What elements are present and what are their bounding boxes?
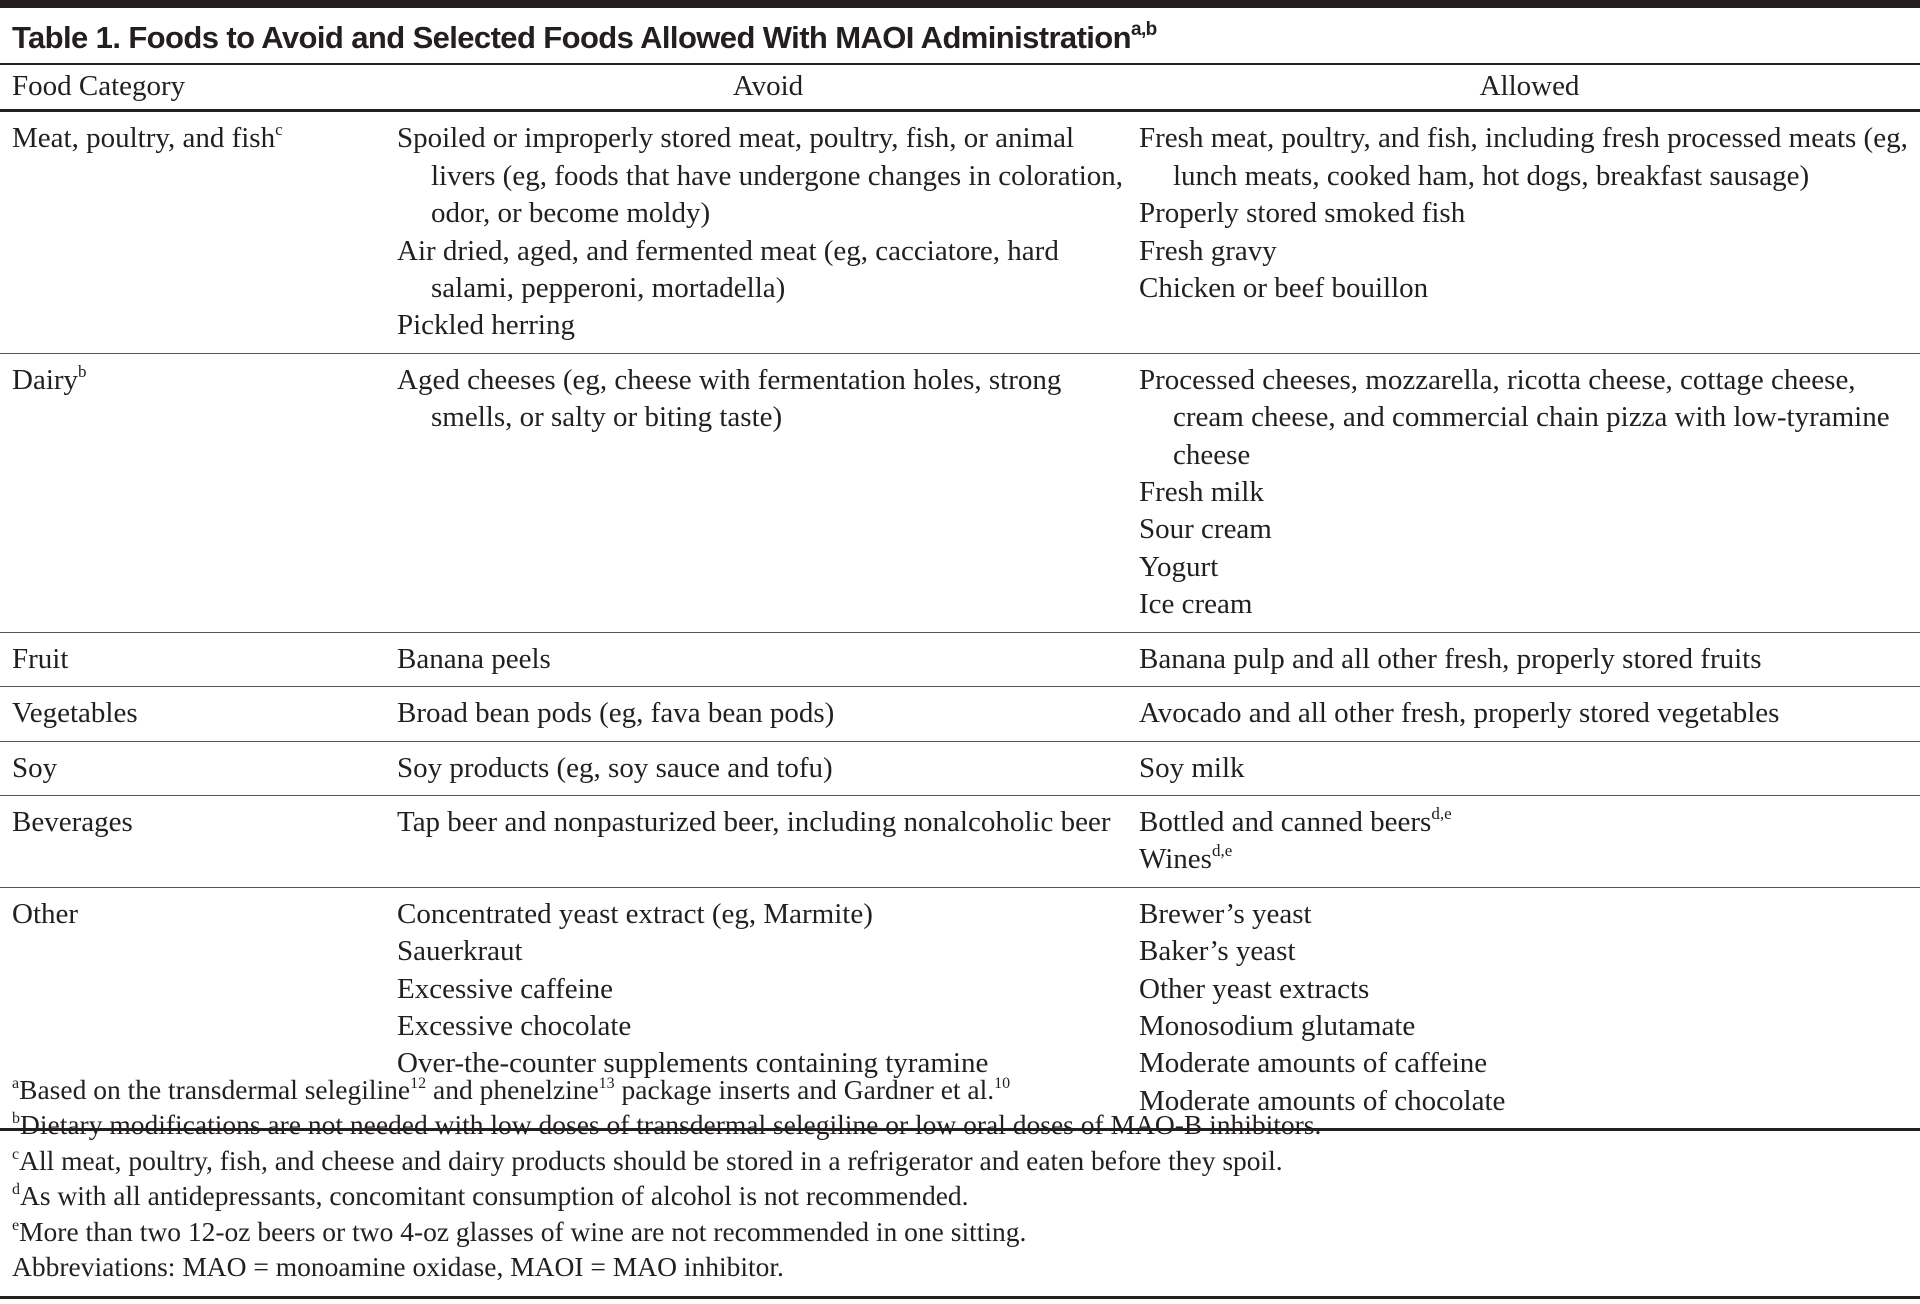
allowed-item-text: Other yeast extracts <box>1139 972 1370 1005</box>
food-category-cell <box>0 353 397 632</box>
allowed-item-text: Properly stored smoked fish <box>1139 197 1466 230</box>
allowed-cell <box>1139 632 1920 686</box>
allowed-item-text: Moderate amounts of chocolate <box>1139 1084 1506 1117</box>
avoid-item <box>397 804 1139 841</box>
avoid-cell <box>397 687 1139 741</box>
allowed-item <box>1139 233 1920 270</box>
title-footnote-marker: a,b <box>1130 19 1157 40</box>
avoid-cell <box>397 795 1139 887</box>
allowed-item-text: Monosodium glutamate <box>1139 1009 1416 1042</box>
allowed-item-text: Yogurt <box>1139 550 1219 583</box>
avoid-item <box>397 695 1139 732</box>
footnote-marker: 12 <box>410 1075 427 1092</box>
food-category-cell <box>0 795 397 887</box>
avoid-item-text: Sauerkraut <box>397 935 523 968</box>
header-food-category: Food Category <box>0 66 397 111</box>
footnote <box>12 1072 1321 1107</box>
avoid-cell <box>397 353 1139 632</box>
footnote-text: Dietary modifications are not needed with low doses of transdermal selegiline or low oral doses of MAO-B inhibitors. <box>20 1109 1322 1141</box>
avoid-item <box>397 233 1139 308</box>
allowed-item <box>1139 695 1920 732</box>
footnote-marker: a <box>12 1075 20 1092</box>
food-category-cell <box>0 632 397 686</box>
allowed-item-text: Sour cream <box>1139 513 1272 546</box>
food-category-cell <box>0 687 397 741</box>
allowed-item-text: Fresh milk <box>1139 476 1264 509</box>
allowed-item <box>1139 474 1920 511</box>
allowed-item <box>1139 195 1920 232</box>
footnote-marker: 10 <box>994 1075 1011 1092</box>
allowed-item-text: Fresh meat, poultry, and fish, including fresh processed meats (eg, lunch meats, cooked ham, hot dogs, breakfast sausage) <box>1139 122 1908 192</box>
allowed-item <box>1139 971 1920 1008</box>
top-rule <box>0 0 1920 8</box>
food-category: Meat, poultry, and fish <box>12 122 276 155</box>
avoid-cell <box>397 741 1139 795</box>
allowed-item <box>1139 270 1920 307</box>
allowed-cell <box>1139 111 1920 353</box>
footnote-text: and phenelzine <box>426 1074 599 1105</box>
avoid-item-text: Excessive chocolate <box>397 1009 632 1042</box>
avoid-item-text: Pickled herring <box>397 309 575 342</box>
food-category: Beverages <box>12 805 133 838</box>
foods-table <box>0 66 1920 1131</box>
food-category: Dairy <box>12 363 79 396</box>
allowed-item <box>1139 1008 1920 1045</box>
allowed-item <box>1139 933 1920 970</box>
allowed-item-text: Ice cream <box>1139 588 1253 621</box>
food-category-cell <box>0 111 397 353</box>
food-category-cell <box>0 741 397 795</box>
avoid-item <box>397 971 1139 1008</box>
avoid-item-text: Aged cheeses (eg, cheese with fermentation holes, strong smells, or salty or biting taste) <box>397 363 1062 434</box>
allowed-item-text: Bottled and canned beers <box>1139 805 1432 838</box>
footnote <box>12 1249 1321 1284</box>
footnote <box>12 1107 1321 1142</box>
footnote-marker: d,e <box>1431 803 1452 823</box>
footnote-marker: b <box>78 361 87 381</box>
avoid-cell <box>397 111 1139 353</box>
footnote <box>12 1143 1321 1178</box>
allowed-item-text: Avocado and all other fresh, properly stored vegetables <box>1139 697 1780 730</box>
allowed-cell <box>1139 741 1920 795</box>
footnote-text: As with all antidepressants, concomitant consumption of alcohol is not recommended. <box>20 1180 969 1212</box>
allowed-item-text: Brewer’s yeast <box>1139 897 1312 930</box>
food-category: Other <box>12 897 79 930</box>
allowed-cell <box>1139 353 1920 632</box>
table-title <box>12 20 1157 56</box>
table-row <box>0 687 1920 741</box>
footnote-marker: c <box>12 1145 20 1163</box>
avoid-item-text: Soy products (eg, soy sauce and tofu) <box>397 751 833 784</box>
avoid-item <box>397 896 1139 933</box>
footnote <box>12 1178 1321 1213</box>
allowed-item <box>1139 804 1920 841</box>
food-category: Vegetables <box>12 697 138 730</box>
header-avoid: Avoid <box>397 66 1139 111</box>
avoid-item-text: Tap beer and nonpasturized beer, including nonalcoholic beer <box>397 805 1111 838</box>
header-row <box>0 66 1920 111</box>
avoid-item <box>397 307 1139 344</box>
allowed-item <box>1139 120 1920 195</box>
footnotes <box>12 1072 1321 1284</box>
allowed-cell <box>1139 795 1920 887</box>
footnote-marker: b <box>12 1110 20 1128</box>
allowed-item-text: Wines <box>1139 843 1212 876</box>
avoid-cell <box>397 632 1139 686</box>
allowed-item-text: Chicken or beef bouillon <box>1139 272 1429 305</box>
footnote-marker: c <box>275 120 283 140</box>
allowed-item-text: Moderate amounts of caffeine <box>1139 1047 1488 1080</box>
food-category: Fruit <box>12 642 69 675</box>
allowed-item <box>1139 586 1920 623</box>
footnote-marker: d <box>12 1181 20 1199</box>
header-allowed: Allowed <box>1139 66 1920 111</box>
avoid-item-text: Over-the-counter supplements containing tyramine <box>397 1047 989 1080</box>
allowed-item <box>1139 896 1920 933</box>
footnote <box>12 1214 1321 1249</box>
footnote-marker: 13 <box>598 1075 615 1092</box>
avoid-item-text: Excessive caffeine <box>397 972 614 1005</box>
food-category: Soy <box>12 751 58 784</box>
table-row <box>0 632 1920 686</box>
table-row <box>0 111 1920 353</box>
allowed-item-text: Banana pulp and all other fresh, properly stored fruits <box>1139 642 1762 675</box>
allowed-item <box>1139 841 1920 878</box>
table-row <box>0 795 1920 887</box>
avoid-item-text: Banana peels <box>397 642 551 675</box>
avoid-item <box>397 933 1139 970</box>
footnote-text: Abbreviations: MAO = monoamine oxidase, MAOI = MAO inhibitor. <box>12 1251 784 1283</box>
footnote-text: package inserts and Gardner et al. <box>614 1074 995 1105</box>
allowed-item <box>1139 641 1920 678</box>
title-rule <box>0 63 1920 65</box>
title-text: Table 1. Foods to Avoid and Selected Foods Allowed With MAOI Administration <box>12 20 1131 55</box>
allowed-item-text: Processed cheeses, mozzarella, ricotta cheese, cottage cheese, cream cheese, and commercial chain pizza with low-tyramine cheese <box>1139 363 1890 471</box>
avoid-item <box>397 750 1139 787</box>
avoid-item-text: Air dried, aged, and fermented meat (eg, cacciatore, hard salami, pepperoni, mortadella) <box>397 234 1059 305</box>
avoid-item <box>397 120 1139 232</box>
avoid-item <box>397 641 1139 678</box>
footnote-text: More than two 12-oz beers or two 4-oz glasses of wine are not recommended in one sitting. <box>19 1215 1027 1247</box>
bottom-rule <box>0 1296 1920 1299</box>
avoid-item <box>397 1008 1139 1045</box>
allowed-item-text: Fresh gravy <box>1139 234 1277 267</box>
avoid-item-text: Broad bean pods (eg, fava bean pods) <box>397 697 835 730</box>
footnote-marker: e <box>12 1216 20 1234</box>
allowed-item <box>1139 750 1920 787</box>
table-row <box>0 741 1920 795</box>
allowed-item-text: Baker’s yeast <box>1139 935 1296 968</box>
footnote-text: Based on the transdermal selegiline <box>19 1074 411 1105</box>
allowed-cell <box>1139 687 1920 741</box>
avoid-item-text: Concentrated yeast extract (eg, Marmite) <box>397 897 873 930</box>
allowed-item <box>1139 549 1920 586</box>
allowed-item <box>1139 362 1920 474</box>
footnote-marker: d,e <box>1211 841 1233 861</box>
allowed-item <box>1139 511 1920 548</box>
table-row <box>0 353 1920 632</box>
avoid-item <box>397 362 1139 437</box>
footnote-text: All meat, poultry, fish, and cheese and dairy products should be stored in a refrigerator and eaten before they spoil. <box>19 1144 1283 1176</box>
avoid-item-text: Spoiled or improperly stored meat, poultry, fish, or animal livers (eg, foods that have undergone changes in coloration, odor, or become moldy) <box>397 122 1124 230</box>
allowed-item-text: Soy milk <box>1139 751 1245 784</box>
